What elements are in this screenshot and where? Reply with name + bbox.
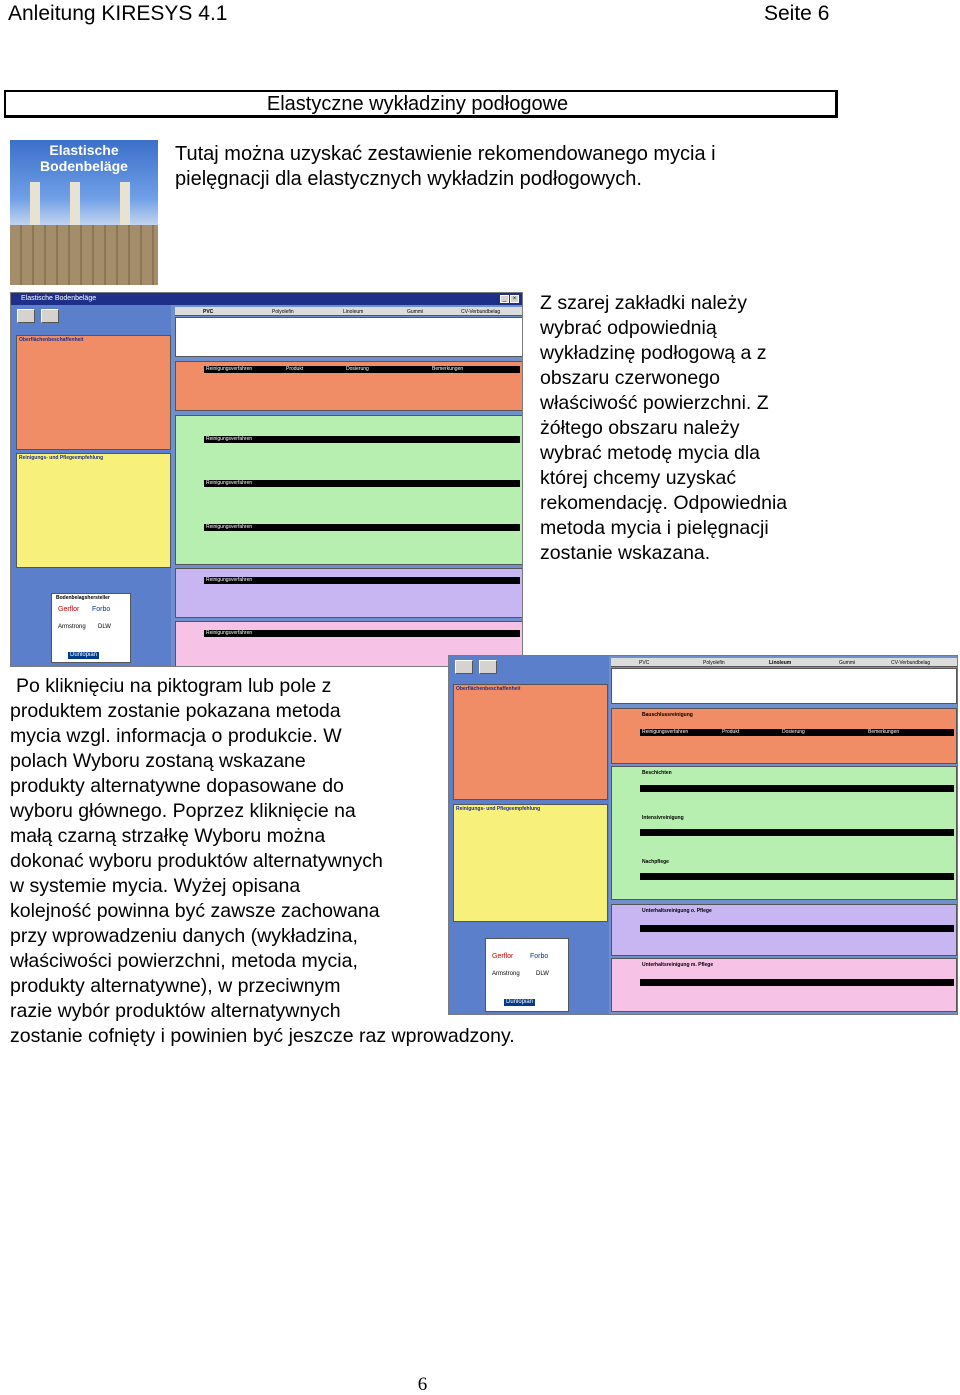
cleaning-method-panel: Reinigungs- und Pflegeempfehlung (16, 453, 171, 568)
minimize-icon: _ (500, 295, 509, 303)
screenshot-1 (10, 292, 523, 667)
result-row-3: Reinigungsverfahren (175, 568, 523, 618)
material-tabs-2: PVC Polyolefin Linoleum Gummi CV-Verbundbelag (611, 658, 957, 667)
method-row-3: Unterhaltsreinigung o. Pflege (611, 904, 957, 956)
material-tabs: PVC Polyolefin Linoleum Gummi CV-Verbundbelag (175, 307, 523, 316)
result-row-2: Reinigungsverfahren Reinigungsverfahren Reinigungsverfahren (175, 415, 523, 565)
screenshot-2 (448, 655, 958, 1015)
cover-image (10, 140, 158, 285)
back-arrow-icon[interactable] (17, 309, 35, 323)
manufacturer-logos: Bodenbelagshersteller Gerflor Forbo Armstrong DLW Dunlopian (51, 593, 131, 663)
result-row-4: Reinigungsverfahren (175, 621, 523, 667)
method-row-2: Beschichten Intensivreinigung Nachpflege (611, 766, 957, 900)
close-icon: × (510, 295, 519, 303)
surface-properties-panel-2: Oberflächenbeschaffenheit (453, 684, 608, 800)
cleaning-method-panel-2: Reinigungs- und Pflegeempfehlung (453, 804, 608, 922)
section-title-box (4, 90, 838, 118)
intro-text: Tutaj można uzyskać zestawienie rekomendowanego mycia i pielęgnacji dla elastycznych wykładzin podłogowych. (175, 143, 716, 190)
print-icon[interactable] (479, 660, 497, 674)
section-title: Elastyczne wykładziny podłogowe (266, 93, 569, 115)
manufacturer-logos-2: Gerflor Forbo Armstrong DLW Dunlopian (485, 938, 569, 1012)
cover-label-line-1: Elastische (49, 142, 119, 158)
back-arrow-icon[interactable] (455, 660, 473, 674)
surface-properties-panel: Oberflächenbeschaffenheit (16, 335, 171, 450)
method-row-1: Bauschlussreinigung Reinigungsverfahren Produkt Dosierung Bemerkungen (611, 708, 957, 764)
print-icon[interactable] (41, 309, 59, 323)
page-number: 6 (417, 1374, 428, 1395)
window-title-bar-1: Elastische Bodenbeläge (11, 293, 522, 305)
bottom-text: Po kliknięciu na piktogram lub pole z produktem zostanie pokazana metoda mycia wzgl. informacja o produkcie. W polach Wyboru zostaną wskazane produkty alternatywne dopasowane do wyboru głównego. Poprzez kliknięcie na małą czarną strzałkę Wyboru można dokonać wyboru produktów alternatywnych w systemie mycia. Wyżej opisana kolejność powinna być zawsze zachowana przy wprowadzeniu danych (wykładzina, właściwości powierzchni, metoda mycia, produkty alternatywne), w przeciwnym razie wybór produktów alternatywnych zostanie cofnięty i powinien być jeszcze raz wprowadzony. (10, 675, 515, 1047)
material-info-area (175, 317, 523, 357)
material-info-area-2 (611, 668, 957, 704)
side-text: Z szarej zakładki należy wybrać odpowiednią wykładzinę podłogową a z obszaru czerwonego właściwość powierzchni. Z żółtego obszaru należy wybrać metodę mycia dla której chcemy uzyskać rekomendację. Odpowiednia metoda mycia i pielęgnacji zostanie wskazana. (540, 292, 788, 564)
method-row-4: Unterhaltsreinigung m. Pflege (611, 958, 957, 1012)
result-row-1: Reinigungsverfahren Produkt Dosierung Bemerkungen (175, 361, 523, 411)
header-left: Anleitung KIRESYS 4.1 (8, 2, 228, 25)
cover-label-line-2: Bodenbeläge (40, 158, 128, 174)
header-right: Seite 6 (764, 2, 830, 25)
